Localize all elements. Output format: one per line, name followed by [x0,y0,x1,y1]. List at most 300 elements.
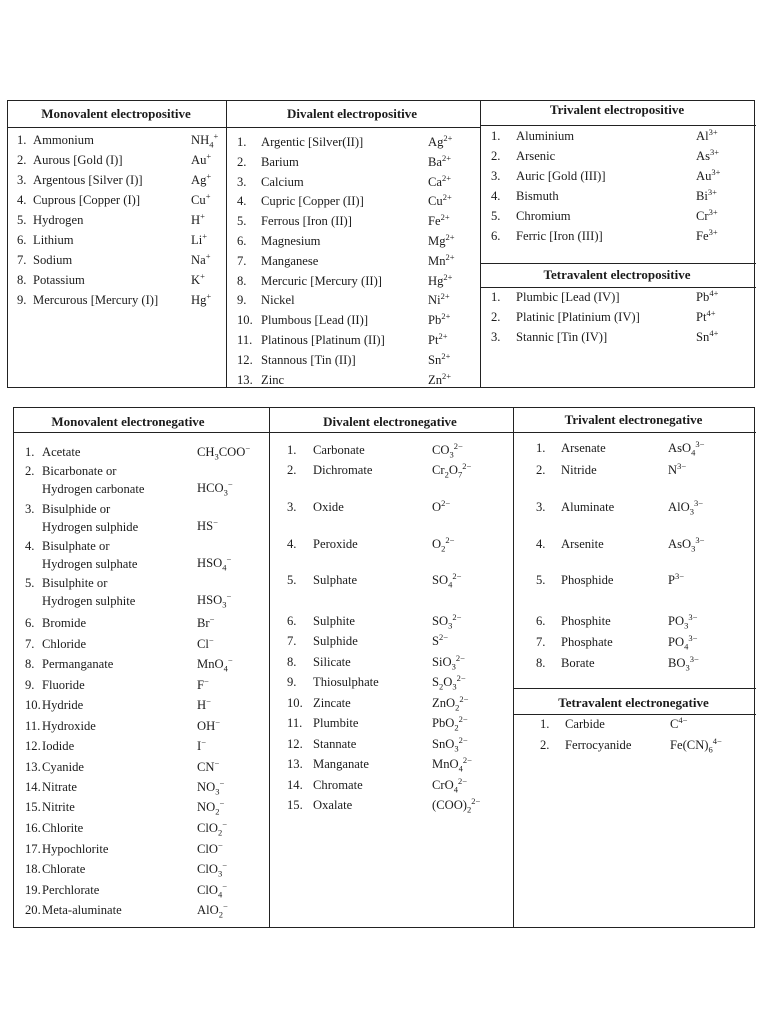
ion-formula [197,478,233,498]
ion-formula [197,757,220,775]
ion-name: Stannic [Tin (IV)] [516,330,608,344]
formula-symbol: Mg [428,234,446,248]
formula-subscript-2: 3 [452,681,457,692]
formula-symbol: BO [668,656,686,670]
ion-row [287,537,358,552]
ion-formula [668,534,705,554]
formula-symbol: Hg [191,293,207,307]
ion-row [287,634,358,649]
formula-subscript: 4 [684,641,689,652]
ion-row [491,169,606,184]
ion-formula [428,214,450,229]
formula-charge: − [219,797,225,808]
ion-row [536,537,604,552]
formula-charge: + [202,230,207,241]
ion-name: Arsenite [561,537,604,551]
formula-symbol: Mn [428,253,446,268]
formula-charge: 4+ [709,287,719,298]
ion-number: 1. [491,129,501,143]
ion-number: 2. [17,153,27,167]
ion-name: Mercurous [Mercury (I)] [33,293,159,307]
formula-charge: − [222,818,228,829]
ion-number: 18. [25,862,41,876]
ion-name: Phosphate [561,635,613,649]
formula-charge: + [213,130,219,141]
formula-subscript: 2 [455,702,460,713]
ion-formula [197,675,209,693]
ion-number: 3. [491,330,501,344]
formula-charge: 2+ [440,291,450,302]
ion-name: Bicarbonate or [42,464,117,478]
ion-name: Aurous [Gold (I)] [33,153,123,167]
ion-name: Silicate [313,655,351,669]
ion-formula [432,754,472,774]
ion-row [287,500,344,515]
formula-subscript: 3 [454,743,459,754]
ion-row [237,155,299,170]
formula-symbol: SO [432,614,449,628]
formula-charge: 2− [452,611,462,622]
formula-charge: 2− [457,775,467,786]
ion-number: 9. [287,675,297,689]
ion-formula [197,716,220,734]
formula-charge: 2− [453,440,463,451]
ion-number: 5. [25,576,35,590]
formula-charge: − [226,553,232,564]
ion-name: Ammonium [33,133,94,147]
ion-formula [197,590,232,610]
ion-name: Ferrous [Iron (II)] [261,214,352,229]
formula-symbol: PbO [432,716,455,730]
ion-number: 1. [17,133,27,147]
ion-name: Cyanide [42,760,84,774]
ion-formula [432,775,467,795]
formula-symbol: ZnO [432,696,456,710]
ion-row [287,757,369,772]
ion-name: Aluminate [561,500,615,514]
ion-number: 5. [237,214,247,229]
formula-subscript: 3 [222,599,227,610]
formula-symbol: Hg [428,273,444,288]
ion-row [536,656,595,671]
formula-subscript: 3 [223,487,228,498]
formula-charge: 2− [441,497,451,508]
ion-number: 10. [287,696,303,710]
formula-symbol-2: COO [218,445,246,459]
ion-number: 7. [17,253,27,267]
ion-name: Manganese [261,253,319,268]
formula-symbol: C [670,717,679,731]
ion-row [237,254,318,269]
ion-row [287,614,355,629]
formula-subscript: 2 [454,722,459,733]
ion-row [25,903,122,918]
ion-formula [670,714,688,732]
ion-name: Chlorite [42,821,84,835]
ion-row [17,193,140,208]
ion-number: 5. [17,213,27,227]
formula-symbol: PO [668,635,685,649]
formula-symbol: Fe(CN) [670,738,709,752]
formula-symbol: Pt [428,333,439,347]
formula-symbol: AsO [668,441,692,455]
ion-row [491,290,620,305]
ion-number: 16. [25,821,41,835]
formula-symbol: Cr [432,463,445,477]
ion-number: 19. [25,883,41,897]
ion-formula [696,186,717,204]
ion-formula [191,150,212,168]
ion-formula [668,653,699,673]
ion-formula [696,146,720,164]
ion-number: 15. [25,800,41,814]
ion-name-continued: Hydrogen sulphite [42,594,136,608]
ion-number: 9. [17,293,27,307]
ion-number: 4. [536,537,546,551]
ion-number: 8. [237,273,247,288]
ion-name: Hydroxide [42,719,96,733]
formula-charge: 2+ [443,132,453,143]
formula-charge: 3+ [711,166,721,177]
formula-charge: 2− [471,795,481,806]
ion-number: 1. [536,441,546,455]
ion-name: Aluminium [516,129,575,143]
formula-charge: 3+ [710,146,720,157]
ion-row [536,500,614,515]
ion-number: 2. [237,154,247,169]
ion-formula [191,170,212,188]
formula-subscript: 2 [215,806,220,817]
formula-charge: + [206,170,212,181]
ion-number: 8. [536,656,546,670]
formula-symbol: NO [197,800,216,814]
ion-formula [428,194,452,209]
ion-name: Fluoride [42,678,85,692]
ion-number: 13. [237,372,253,387]
formula-charge: + [205,250,211,261]
formula-charge: + [200,270,205,281]
ion-number: 4. [287,537,297,551]
formula-subscript: 3 [684,620,689,631]
ion-name: Bisulphate or [42,539,110,553]
ion-row [491,229,603,244]
formula-charge: + [206,290,212,301]
ion-row [536,635,613,650]
formula-symbol: Au [191,153,207,167]
formula-symbol: CH [197,445,215,459]
header-tetravalent-electronegative: Tetravalent electronegative [558,695,709,710]
formula-symbol: HSO [197,593,223,607]
ion-number: 8. [287,655,297,669]
ion-number: 11. [287,716,303,730]
ion-row [237,175,304,190]
formula-subscript: 3 [449,449,454,460]
formula-symbol: Zn [428,372,442,387]
formula-symbol: H [197,698,207,712]
ion-name: Oxide [313,500,344,514]
ion-name: Cupric [Copper (II)] [261,194,364,209]
ion-number: 1. [25,445,35,459]
ion-formula [668,570,685,588]
ion-row [237,274,382,289]
header-trivalent-electropositive: Trivalent electropositive [549,102,685,117]
ion-name: Iodide [42,739,75,753]
formula-symbol: Br [197,616,210,630]
formula-symbol: CN [197,760,215,774]
ion-formula [668,460,687,478]
formula-subscript-2: 7 [457,469,463,480]
ion-number: 11. [237,333,253,347]
formula-subscript: 3 [218,868,223,879]
formula-symbol: I [197,739,202,753]
ion-formula [428,350,451,368]
formula-symbol: P [668,573,676,587]
ion-row [540,717,605,732]
ion-formula [696,206,718,224]
formula-charge: 2+ [442,152,452,163]
formula-symbol: Pb [696,290,710,304]
ion-row [17,293,158,308]
formula-subscript: 4 [458,763,463,774]
ion-name: Sulphate [313,573,358,587]
formula-charge: 2+ [441,350,451,361]
header-monovalent-electronegative: Monovalent electronegative [51,414,205,429]
formula-subscript: 3 [451,661,456,672]
formula-charge: − [214,757,220,768]
ion-row [25,862,85,877]
ion-row [25,637,86,652]
ion-row [491,189,559,204]
ion-number: 4. [17,193,27,207]
formula-subscript: 4 [448,579,453,590]
ion-row [25,821,83,836]
header-divalent-electronegative: Divalent electronegative [323,414,457,429]
ion-formula [432,460,472,480]
formula-symbol: (COO) [432,798,467,812]
ion-formula [191,210,205,228]
formula-charge: 3+ [708,226,718,237]
formula-symbol: OH [197,719,216,733]
ion-row [536,573,613,588]
ion-number: 4. [237,194,247,209]
formula-charge: − [204,675,209,686]
ion-row [287,798,352,813]
formula-subscript: 3 [215,786,220,797]
formula-charge: 2− [458,734,468,745]
formula-symbol: O [432,500,442,514]
formula-symbol: NO [197,780,216,794]
formula-symbol: Pb [428,313,442,328]
ion-number: 4. [25,539,35,553]
formula-symbol: SO [432,573,449,587]
formula-subscript: 2 [441,543,446,554]
formula-charge: 3− [688,611,698,622]
ion-row [287,737,356,752]
formula-charge: 3− [693,497,703,508]
formula-charge: + [205,190,211,201]
ion-formula [668,438,705,458]
formula-charge: 2+ [440,212,450,222]
formula-symbol: HSO [197,556,223,570]
formula-symbol: S [432,675,440,689]
ion-name-continued: Hydrogen sulphide [42,520,139,534]
ion-formula [428,370,452,388]
ion-name: Phosphite [561,614,611,628]
formula-charge: − [215,716,220,727]
ion-row [287,443,365,458]
ion-formula [432,652,465,672]
ion-row [25,464,116,479]
ion-formula [197,880,228,900]
header-divalent-electropositive: Divalent electropositive [286,106,418,121]
formula-subscript: 3 [214,451,219,462]
formula-subscript: 2 [444,469,449,480]
ion-number: 3. [25,502,35,516]
ion-formula [428,152,452,170]
ion-row [491,209,571,224]
ion-row [287,655,351,670]
ion-formula [428,271,453,289]
formula-charge: 2− [452,570,462,581]
ion-name: Barium [261,154,299,169]
formula-charge: + [200,210,205,221]
ion-name: Sulphite [313,614,355,628]
formula-symbol: Cr [696,209,709,223]
formula-charge: 3− [689,653,699,664]
formula-symbol: CO [432,443,450,457]
ion-formula [428,231,455,249]
ion-number: 3. [237,174,247,189]
formula-subscript: 2 [439,681,444,692]
ion-number: 14. [287,778,303,792]
ion-name: Arsenic [516,149,556,163]
ion-number: 13. [287,757,303,771]
ion-number: 2. [536,463,546,477]
formula-subscript: 4 [218,889,223,900]
ion-formula [191,230,207,248]
ion-row [25,657,113,672]
formula-symbol: SiO [432,655,452,669]
ion-number: 3. [536,500,546,514]
formula-symbol: SnO [432,737,455,751]
formula-symbol: Pt [696,310,707,324]
ion-name: Hypochlorite [42,842,109,856]
formula-symbol: AlO [668,500,690,514]
formula-symbol: Na [191,253,206,267]
formula-symbol: Ag [428,135,444,149]
ion-name: Borate [561,656,595,670]
ion-formula [696,327,719,345]
ion-row [491,310,640,325]
ion-formula [197,634,214,652]
ion-formula [432,534,455,554]
ion-name: Cuprous [Copper (I)] [33,193,141,207]
ion-formula [432,713,468,733]
ion-formula [197,839,223,857]
formula-subscript: 4 [222,562,227,573]
ion-formula [191,290,212,308]
formula-symbol: MnO [197,657,224,671]
ion-number: 2. [540,738,550,752]
ion-row [25,678,85,693]
ion-name: Ferric [Iron (III)] [516,229,603,243]
ion-name: Carbonate [313,443,365,457]
formula-subscript: 4 [691,447,696,458]
ion-row [287,716,358,731]
ion-name: Plumbite [313,716,359,730]
formula-symbol: ClO [197,862,218,876]
formula-symbol: CrO [432,778,454,792]
ion-name: Manganate [313,757,369,771]
ion-number: 6. [17,233,27,247]
ion-row [536,614,611,629]
ion-formula [191,130,219,150]
ion-number: 3. [17,173,27,187]
ion-name: Nitrate [42,780,77,794]
ion-formula [432,497,451,515]
formula-charge: 3+ [707,186,717,197]
formula-symbol: Sn [696,330,710,344]
formula-charge: 3+ [708,126,718,137]
ion-formula [428,330,448,348]
ion-name: Phosphide [561,573,614,587]
formula-charge: − [209,613,215,624]
ion-number: 20. [25,903,41,917]
formula-subscript: 3 [689,506,694,517]
formula-charge: − [227,654,233,665]
ion-name: Perchlorate [42,883,100,897]
ion-row [25,576,107,591]
ion-number: 12. [25,739,41,753]
ion-row [237,373,284,388]
ion-number: 3. [287,500,297,514]
ion-name: Platinic [Platinium (IV)] [516,310,640,324]
formula-charge: 3− [688,632,698,643]
formula-symbol-2: O [443,675,453,689]
ion-formula [191,250,211,268]
ion-row [491,330,607,345]
ion-row [25,883,99,898]
formula-charge: − [218,839,223,850]
ion-formula [197,553,232,573]
ion-row [25,739,74,754]
ion-name: Magnesium [261,234,321,248]
ion-number: 3. [491,169,501,183]
ion-name: Zinc [261,372,285,387]
ion-number: 7. [536,635,546,649]
ion-number: 1. [491,290,501,304]
ion-number: 7. [25,637,35,651]
formula-symbol: Ag [191,173,207,187]
ion-name: Permanganate [42,657,114,671]
ion-row [237,353,356,368]
ion-row [25,719,96,734]
ion-name: Calcium [261,174,304,189]
header-trivalent-electronegative: Trivalent electronegative [564,412,703,427]
ion-formula [432,611,462,631]
ion-name: Chromate [313,778,363,792]
ion-number: 6. [491,229,501,243]
formula-symbol: Li [191,233,203,247]
formula-charge: 4− [678,714,688,725]
ion-formula [191,270,205,288]
ion-row [237,135,363,150]
ion-name: Plumbic [Lead (IV)] [516,290,620,304]
ion-number: 12. [237,352,253,367]
ion-name: Hydrogen [33,213,84,227]
ion-number: 10. [237,313,253,328]
ion-row [17,133,94,148]
